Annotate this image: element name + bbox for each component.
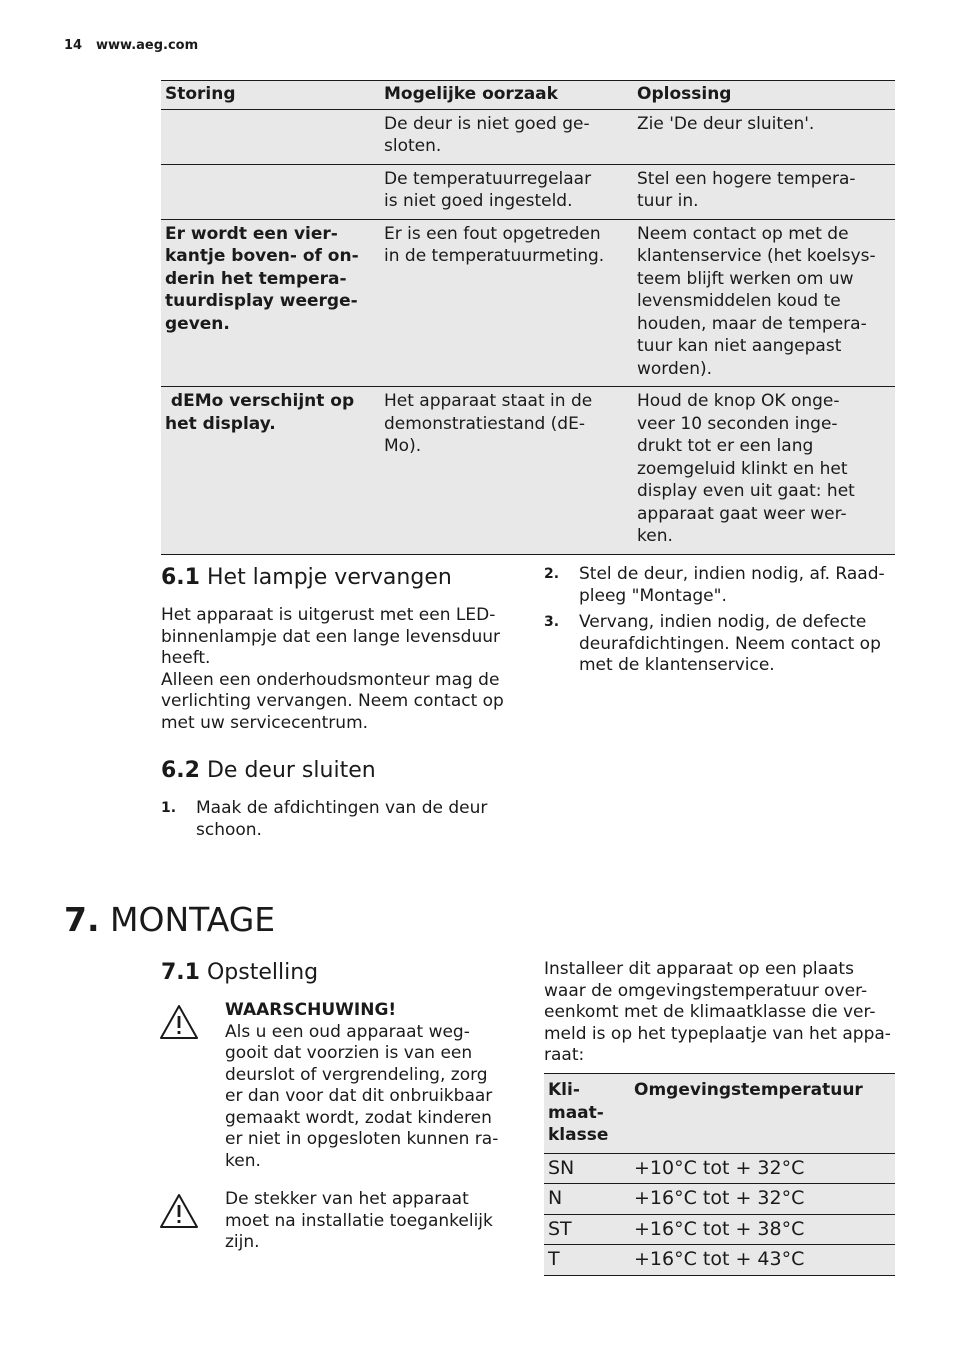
section-heading-6-2: 6.2 De deur sluiten bbox=[161, 758, 376, 783]
solution-cell: Houd de knop OK onge- veer 10 seconden inge- drukt tot er een lang zoemgeluid klinkt en het display even uit gaat: het apparaat gaat weer wer- ken. bbox=[633, 387, 895, 555]
column-header-solution: Oplossing bbox=[633, 81, 895, 110]
chapter-heading: 7. MONTAGE bbox=[64, 900, 276, 939]
table-header-row bbox=[544, 1074, 895, 1154]
warning-icon bbox=[159, 1192, 199, 1230]
list-item: 2. Stel de deur, indien nodig, af. Raad- pleeg "Montage". bbox=[544, 564, 885, 606]
cause-cell: Er is een fout opgetreden in de temperatuurmeting. bbox=[380, 219, 633, 387]
solution-cell: Stel een hogere tempera- tuur in. bbox=[633, 164, 895, 219]
temperature-cell: +16°C tot + 32°C bbox=[630, 1184, 895, 1215]
website-url: www.aeg.com bbox=[96, 38, 199, 53]
climate-class-cell: ST bbox=[544, 1214, 630, 1245]
list-item: 1. Maak de afdichtingen van de deur schoon. bbox=[161, 798, 488, 840]
section-heading-6-1: 6.1 Het lampje vervangen bbox=[161, 565, 452, 590]
table-row bbox=[544, 1214, 895, 1245]
table-row bbox=[544, 1153, 895, 1184]
installation-intro: Installeer dit apparaat op een plaats waar de omgevingstemperatuur over- eenkomt met de klimaatklasse die ver- meld is op het typeplaatje van het appa- raat: bbox=[544, 959, 891, 1065]
column-header-ambient-temperature: Omgevingstemperatuur bbox=[630, 1074, 895, 1154]
climate-class-cell: N bbox=[544, 1184, 630, 1215]
temperature-cell: +16°C tot + 38°C bbox=[630, 1214, 895, 1245]
solution-cell: Zie 'De deur sluiten'. bbox=[633, 109, 895, 164]
problem-cell: dEMo verschijnt op het display. bbox=[161, 387, 380, 555]
problem-cell: Er wordt een vier- kantje boven- of on- derin het tempera- tuurdisplay weerge- geven. bbox=[161, 219, 380, 387]
table-header-row bbox=[161, 81, 895, 110]
table-row bbox=[161, 219, 895, 387]
table-row bbox=[544, 1245, 895, 1276]
temperature-cell: +16°C tot + 43°C bbox=[630, 1245, 895, 1276]
cause-cell: De deur is niet goed ge- sloten. bbox=[380, 109, 633, 164]
page-number: 14 bbox=[64, 38, 83, 53]
cause-cell: Het apparaat staat in de demonstratiestand (dE- Mo). bbox=[380, 387, 633, 555]
troubleshooting-table bbox=[161, 80, 895, 555]
column-header-climate-class: Kli- maat- klasse bbox=[544, 1074, 630, 1154]
climate-class-table bbox=[544, 1073, 895, 1276]
note-text: De stekker van het apparaat moet na installatie toegankelijk zijn. bbox=[225, 1189, 493, 1252]
climate-class-cell: T bbox=[544, 1245, 630, 1276]
table-row bbox=[161, 387, 895, 555]
column-header-cause: Mogelijke oorzaak bbox=[380, 81, 633, 110]
list-item: 3. Vervang, indien nodig, de defecte deurafdichtingen. Neem contact op met de klantenservice. bbox=[544, 612, 881, 675]
table-row bbox=[161, 109, 895, 164]
temperature-cell: +10°C tot + 32°C bbox=[630, 1153, 895, 1184]
warning-icon bbox=[159, 1003, 199, 1041]
table-row bbox=[161, 164, 895, 219]
column-header-problem: Storing bbox=[161, 81, 380, 110]
solution-cell: Neem contact op met de klantenservice (het koelsys- teem blijft werken om uw levensmiddelen koud te houden, maar de tempera- tuur kan niet aangepast worden). bbox=[633, 219, 895, 387]
problem-cell bbox=[161, 164, 380, 219]
table-row bbox=[544, 1184, 895, 1215]
section-6-1-text: Het apparaat is uitgerust met een LED- binnenlampje dat een lange levensduur heeft. Alleen een onderhoudsmonteur mag de verlichting vervangen. Neem contact op met uw servicecentrum. bbox=[161, 605, 504, 733]
section-heading-7-1: 7.1 Opstelling bbox=[161, 960, 319, 985]
problem-cell bbox=[161, 109, 380, 164]
warning-title: WAARSCHUWING! bbox=[225, 1000, 397, 1020]
cause-cell: De temperatuurregelaar is niet goed ingesteld. bbox=[380, 164, 633, 219]
climate-class-cell: SN bbox=[544, 1153, 630, 1184]
warning-text: WAARSCHUWING! Als u een oud apparaat weg- gooit dat voorzien is van een deurslot of vergrendeling, zorg er dan voor dat dit onbruikbaar gemaakt wordt, zodat kinderen er niet in opgesloten kunnen ra- ken. bbox=[225, 1000, 515, 1172]
